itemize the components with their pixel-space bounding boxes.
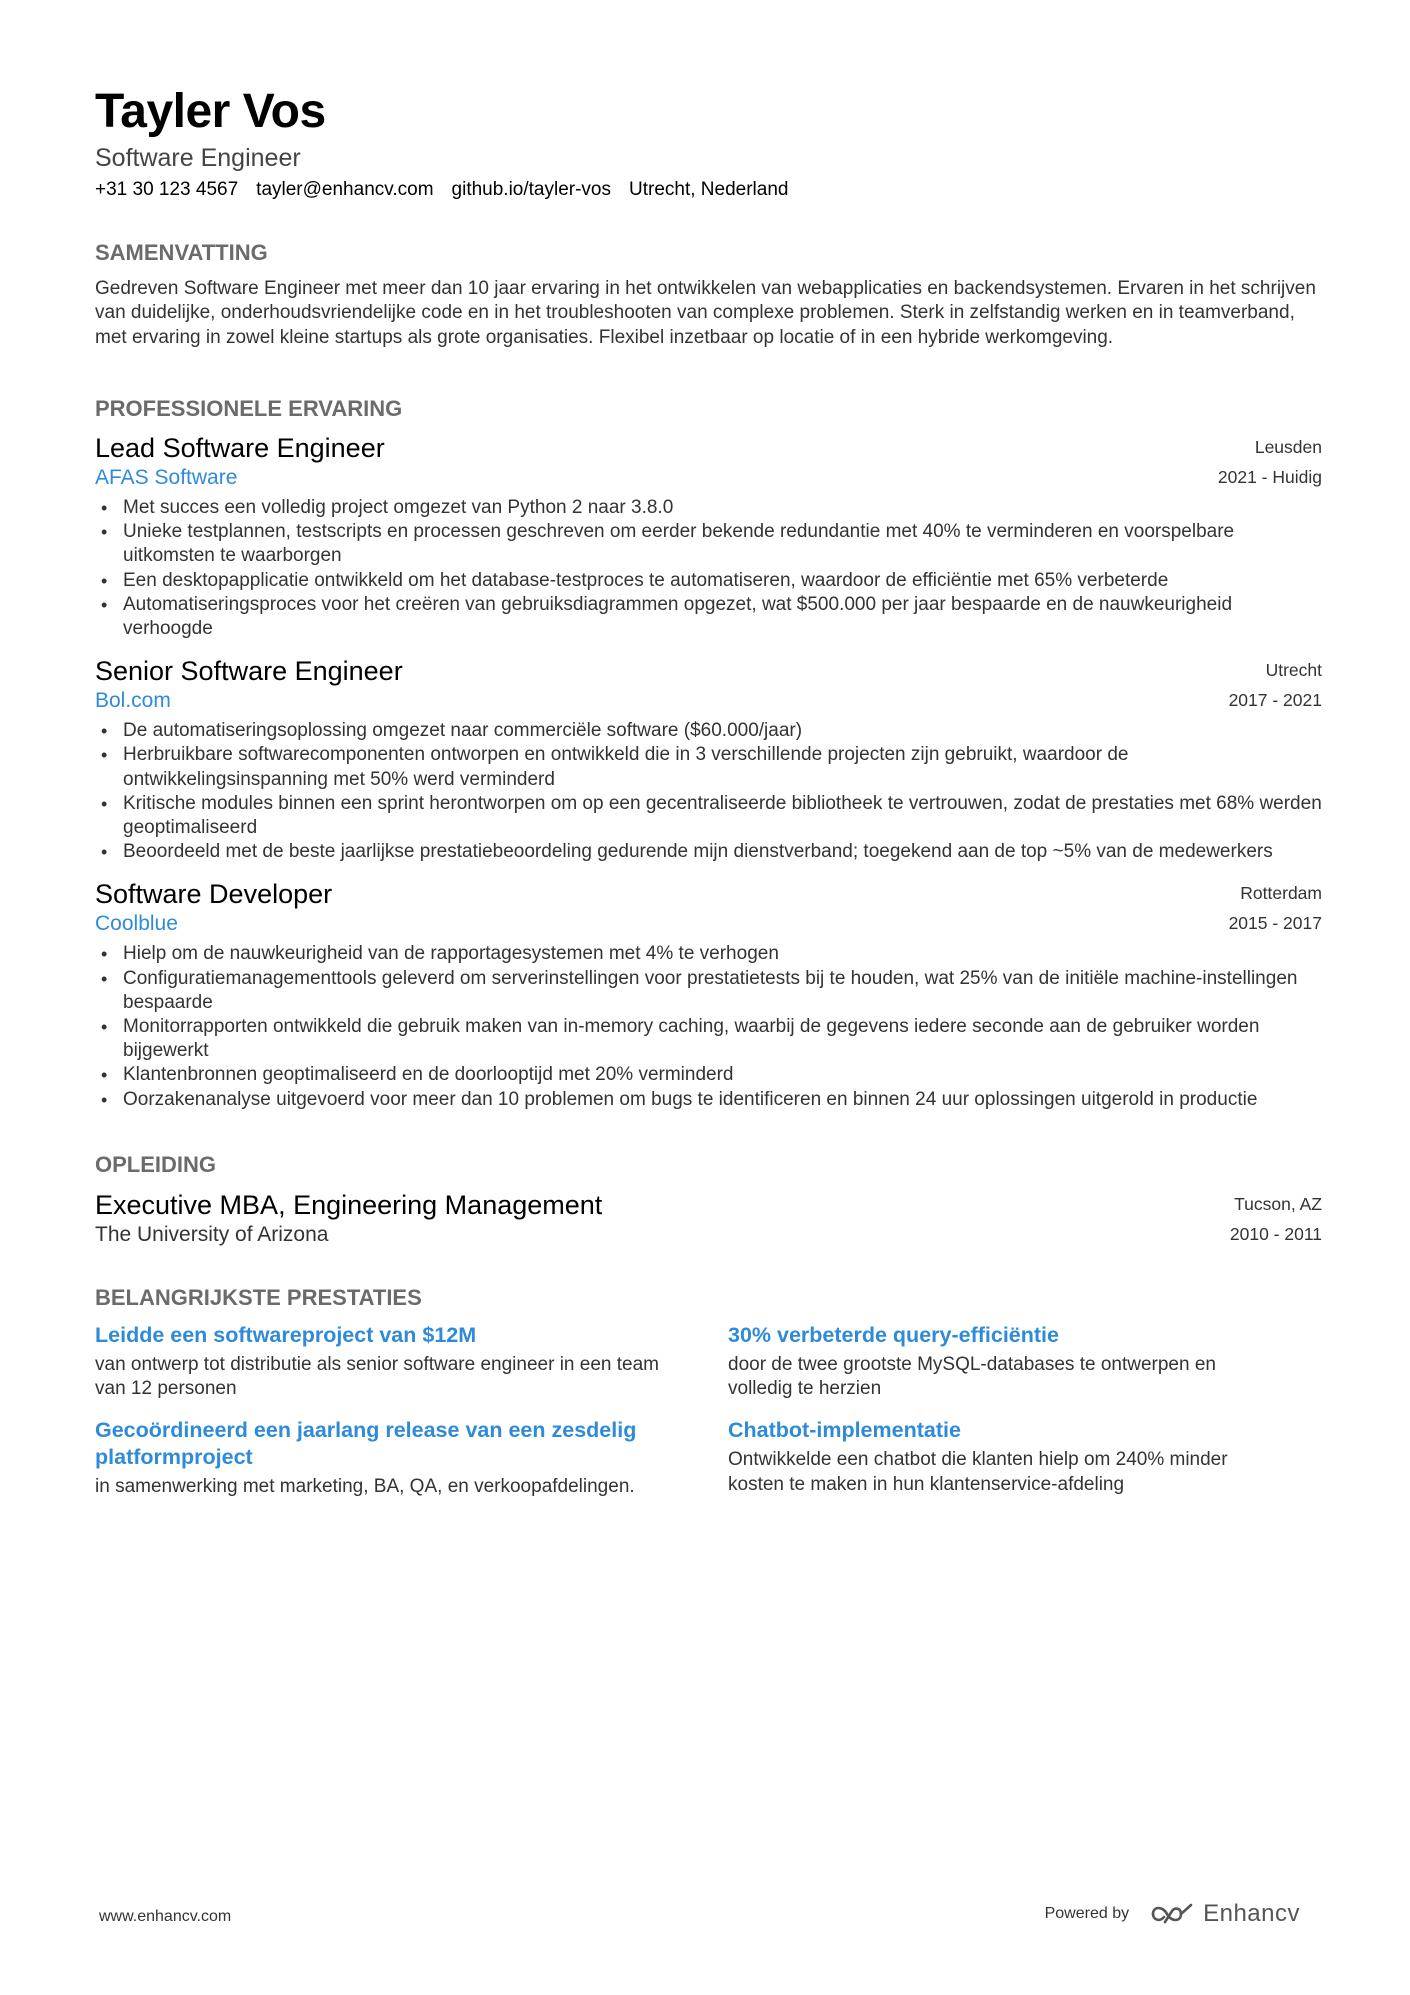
contact-phone[interactable]: +31 30 123 4567 xyxy=(95,179,239,200)
achievement-desc: van ontwerp tot distributie als senior software engineer in een team van 12 personen xyxy=(95,1353,659,1400)
achievement-desc: door de twee grootste MySQL-databases te ontwerpen en volledig te herzien xyxy=(728,1353,1216,1400)
achievement-item xyxy=(728,1322,1322,1402)
job-bullet: • Klantenbronnen geoptimaliseerd en de doorlooptijd met 20% verminderd xyxy=(95,1063,1322,1087)
job-location: Rotterdam xyxy=(1240,883,1322,904)
job-period: 2015 - 2017 xyxy=(1228,913,1322,934)
candidate-title: Software Engineer xyxy=(95,144,301,172)
job-bullet: • Unieke testplannen, testscripts en processen geschreven om eerder bekende redundantie met 40% te verminderen en voorspelbare uitkomsten te waarborgen xyxy=(95,520,1322,568)
achievement-title: Chatbot-implementatie xyxy=(728,1418,961,1443)
powered-by-label: Powered by xyxy=(1044,1905,1130,1922)
job-title: Software Developer xyxy=(95,879,333,910)
job-bullet: • Hielp om de nauwkeurigheid van de rapportagesystemen met 4% te verhogen xyxy=(95,942,1322,966)
job-title: Lead Software Engineer xyxy=(95,432,385,463)
job-bullet: • Monitorrapporten ontwikkeld die gebruik maken van in-memory caching, waarbij de gegevens iedere seconde aan de gebruiker worden bijgewerkt xyxy=(95,1015,1322,1063)
education-entry xyxy=(95,1189,1322,1249)
job-meta xyxy=(1229,878,1322,938)
job-title: Senior Software Engineer xyxy=(95,656,403,687)
education-meta xyxy=(1230,1189,1322,1249)
job-bullets xyxy=(95,942,1322,1111)
summary-text: Gedreven Software Engineer met meer dan 10 jaar ervaring in het ontwikkelen van webapplicaties en backendsystemen. Ervaren in het schrijven van duidelijke, onderhoudsvriendelijke code en in het troubleshooten van complexe problemen. Sterk in zelfstandig werken en in teamverband, met ervaring in zowel kleine startups als grote organisaties. Flexibel inzetbaar op locatie of in een hybride werkomgeving. xyxy=(95,278,1316,348)
enhancv-logo-icon xyxy=(1149,1902,1195,1926)
achievement-item xyxy=(728,1417,1322,1499)
job-meta xyxy=(1218,432,1322,492)
education-location: Tucson, AZ xyxy=(1234,1193,1322,1214)
experience-heading: PROFESSIONELE ERVARING xyxy=(95,395,403,421)
job-bullet: • Kritische modules binnen een sprint herontworpen om op een gecentraliseerde bibliotheek te vertrouwen, zodat de prestaties met 68% werden geoptimaliseerd xyxy=(95,792,1322,840)
education-heading: OPLEIDING xyxy=(95,1151,217,1177)
achievement-item xyxy=(95,1322,728,1402)
education-degree: Executive MBA, Engineering Management xyxy=(95,1189,603,1220)
job-bullets xyxy=(95,496,1322,641)
job-bullet: • Herbruikbare softwarecomponenten ontworpen en ontwikkeld die in 3 verschillende projecten zijn gebruikt, waardoor de ontwikkelingsinspanning met 50% werd verminderd xyxy=(95,743,1322,791)
job-bullet: • Met succes een volledig project omgezet van Python 2 naar 3.8.0 xyxy=(95,496,1322,520)
achievements-grid xyxy=(95,1322,1322,1500)
job-bullet: • Een desktopapplicatie ontwikkeld om het database-testproces te automatiseren, waardoor de efficiëntie met 65% verbeterde xyxy=(95,569,1322,593)
contact-email[interactable]: tayler@enhancv.com xyxy=(256,179,434,200)
job-bullet: • Beoordeeld met de beste jaarlijkse prestatiebeoordeling gedurende mijn dienstverband; toegekend aan de top ~5% van de medewerkers xyxy=(95,840,1322,864)
contact-location: Utrecht, Nederland xyxy=(629,179,789,200)
job-entry xyxy=(95,655,1322,864)
achievement-title: 30% verbeterde query-efficiëntie xyxy=(728,1322,1059,1347)
achievements-heading: BELANGRIJKSTE PRESTATIES xyxy=(95,1284,422,1310)
achievement-title: Gecoördineerd een jaarlang release van een zesdelig platformproject xyxy=(95,1418,637,1470)
job-bullet: • De automatiseringsoplossing omgezet naar commerciële software ($60.000/jaar) xyxy=(95,719,1322,743)
contact-row xyxy=(95,176,1322,204)
resume-page xyxy=(95,82,1322,1500)
job-entry xyxy=(95,878,1322,1111)
job-location: Leusden xyxy=(1254,436,1322,457)
achievement-desc: in samenwerking met marketing, BA, QA, en verkoopafdelingen. xyxy=(95,1476,635,1498)
achievement-item xyxy=(95,1417,728,1499)
enhancv-logo[interactable] xyxy=(1149,1900,1300,1928)
job-entry xyxy=(95,432,1322,641)
job-location: Utrecht xyxy=(1265,660,1322,681)
job-company: Bol.com xyxy=(95,689,171,713)
job-meta xyxy=(1229,655,1322,715)
job-bullet: • Automatiseringsproces voor het creëren van gebruiksdiagrammen opgezet, wat $500.000 per jaar bespaarde en de nauwkeurigheid verhoogde xyxy=(95,593,1322,641)
job-bullet: • Configuratiemanagementtools geleverd om serverinstellingen voor prestatietests bij te houden, wat 25% van de initiële machine-instellingen bespaarde xyxy=(95,967,1322,1015)
footer-website[interactable]: www.enhancv.com xyxy=(99,1908,232,1925)
job-period: 2021 - Huidig xyxy=(1217,466,1322,487)
contact-github[interactable]: github.io/tayler-vos xyxy=(451,179,611,200)
job-period: 2017 - 2021 xyxy=(1228,690,1322,711)
education-period: 2010 - 2011 xyxy=(1229,1223,1322,1244)
achievement-title: Leidde een softwareproject van $12M xyxy=(95,1322,477,1347)
job-bullet: • Oorzakenanalyse uitgevoerd voor meer dan 10 problemen om bugs te identificeren en binnen 24 uur oplossingen uitgerold in productie xyxy=(95,1088,1322,1112)
job-company: AFAS Software xyxy=(95,465,238,489)
achievement-desc: Ontwikkelde een chatbot die klanten hielp om 240% minder kosten te maken in hun klantenservice-afdeling xyxy=(728,1449,1228,1495)
education-school: The University of Arizona xyxy=(95,1222,329,1246)
enhancv-wordmark: Enhancv xyxy=(1203,1900,1300,1927)
candidate-name: Tayler Vos xyxy=(95,85,326,138)
summary-heading: SAMENVATTING xyxy=(95,240,268,265)
job-company: Coolblue xyxy=(95,912,178,936)
job-bullets xyxy=(95,719,1322,864)
footer-branding xyxy=(1045,1900,1300,1928)
